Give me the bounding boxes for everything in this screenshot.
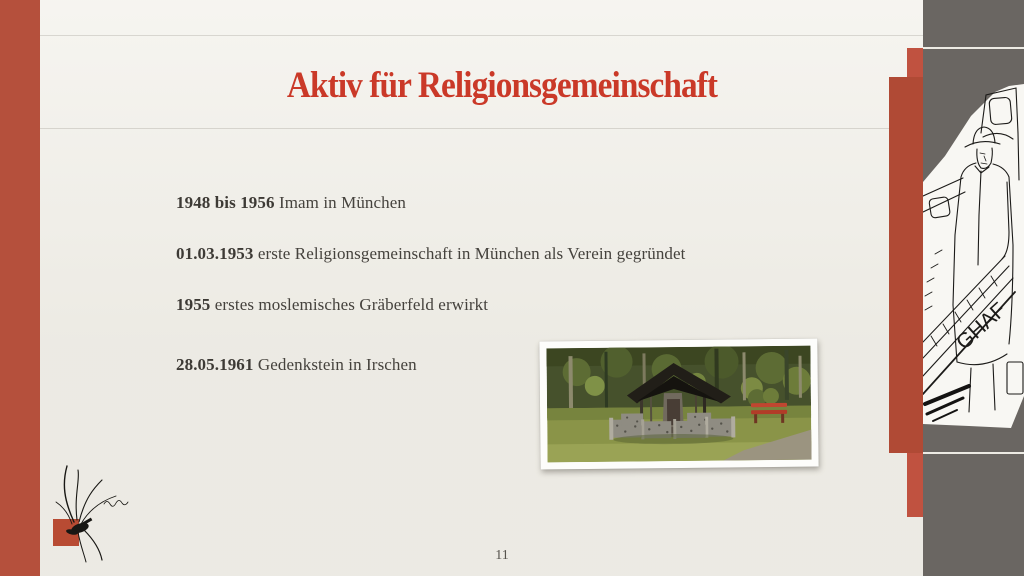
timeline-item	[176, 193, 406, 213]
page-number: 11	[495, 548, 509, 563]
sketch-visible-text: GHAF	[951, 298, 1011, 355]
timeline-item	[176, 244, 686, 264]
strip-divider-bottom	[923, 452, 1024, 454]
timeline-item	[176, 355, 417, 375]
memorial-photo	[539, 339, 818, 470]
right-accent-bar-wide	[889, 77, 923, 453]
strip-divider-top	[923, 47, 1024, 49]
twig-ink-sketch	[42, 462, 162, 572]
timeline-text: erste Religionsgemeinschaft in München als Verein gegründet	[253, 244, 686, 263]
timeline-text: Imam in München	[274, 193, 407, 212]
left-accent-bar	[0, 0, 40, 576]
memorial-photo-image	[546, 346, 811, 463]
timeline-text: Gedenkstein in Irschen	[253, 355, 417, 374]
emigrant-sketch-illustration	[923, 0, 1024, 576]
timeline-date: 01.03.1953	[176, 244, 254, 263]
timeline-item	[176, 295, 488, 315]
slide-content	[40, 0, 964, 576]
timeline-date: 28.05.1961	[176, 355, 254, 374]
right-sidebar	[923, 0, 1024, 576]
timeline-date: 1955	[176, 295, 211, 314]
slide-title: Aktiv für Religionsgemeinschaft	[286, 65, 718, 106]
timeline-date: 1948 bis 1956	[176, 193, 275, 212]
timeline-text: erstes moslemisches Gräberfeld erwirkt	[210, 295, 489, 314]
